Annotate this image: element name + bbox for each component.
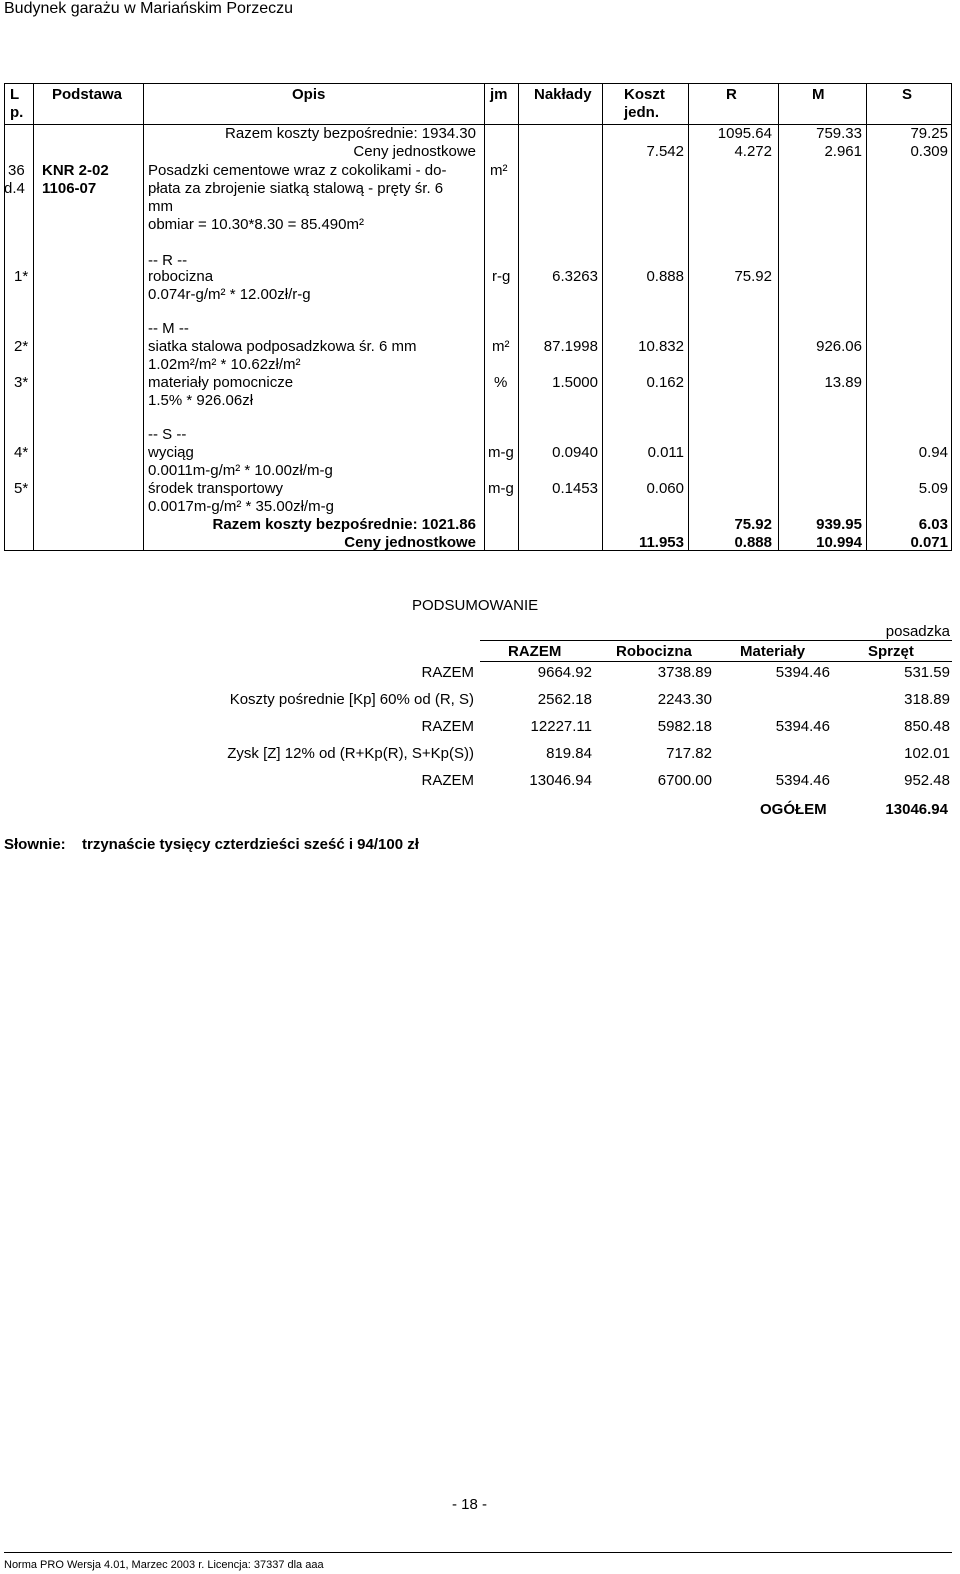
item-name: środek transportowy (148, 480, 284, 497)
prev-razem-r: 1095.64 (717, 125, 772, 142)
summary-row-razem: 9664.92 (537, 664, 592, 681)
item-koszt: 0.888 (646, 268, 684, 285)
summary-row-sprzet: 850.48 (904, 718, 950, 735)
item-naklady: 0.0940 (552, 444, 598, 461)
prev-razem-label: Razem koszty bezpośrednie: 1934.30 (225, 125, 476, 142)
item-name: wyciąg (148, 444, 194, 461)
summary-row-robocizna: 5982.18 (657, 718, 712, 735)
summary-header-top-border (480, 640, 952, 641)
item-name: materiały pomocnicze (148, 374, 294, 391)
summary-row-razem: 819.84 (546, 745, 592, 762)
col-header-lp-line2: p. (10, 104, 24, 121)
col-divider-m (866, 83, 867, 551)
item-formula: 0.0011m-g/m² * 10.00zł/m-g (148, 462, 333, 479)
item-formula: 1.5% * 926.06zł (148, 392, 254, 409)
item-name: siatka stalowa podposadzkowa śr. 6 mm (148, 338, 417, 355)
item-s: 5.09 (918, 480, 948, 497)
ceny-koszt: 11.953 (638, 534, 684, 551)
col-divider-opis (484, 83, 485, 551)
col-header-s: S (902, 86, 913, 103)
ogolem-label: OGÓŁEM (760, 801, 827, 818)
razem-s: 6.03 (918, 516, 948, 533)
prev-ceny-s: 0.309 (910, 143, 948, 160)
col-divider-naklady (602, 83, 603, 551)
col-header-koszt-line2: jedn. (624, 104, 660, 121)
item-jm: m-g (488, 480, 514, 497)
item-name: robocizna (148, 268, 214, 285)
summary-header-sprzet: Sprzęt (868, 643, 914, 660)
section-r-heading: -- R -- (148, 252, 188, 269)
summary-row-label: RAZEM (421, 718, 474, 735)
prev-razem-s: 79.25 (910, 125, 948, 142)
col-header-jm: jm (490, 86, 508, 103)
col-divider-podstawa (143, 83, 144, 551)
summary-row-sprzet: 531.59 (904, 664, 950, 681)
footer-divider (4, 1552, 952, 1553)
position-jm: m² (490, 162, 508, 179)
summary-row-razem: 2562.18 (537, 691, 592, 708)
summary-row-robocizna: 2243.30 (657, 691, 712, 708)
item-m: 13.89 (824, 374, 862, 391)
summary-row-label: Zysk [Z] 12% od (R+Kp(R), S+Kp(S)) (227, 745, 474, 762)
position-obmiar: obmiar = 10.30*8.30 = 85.490m² (148, 216, 364, 233)
summary-row-robocizna: 3738.89 (657, 664, 712, 681)
razem-m: 939.95 (816, 516, 862, 533)
item-naklady: 6.3263 (552, 268, 598, 285)
table-top-border (4, 83, 952, 84)
prev-razem-m: 759.33 (816, 125, 862, 142)
page-number: - 18 - (452, 1496, 488, 1513)
item-koszt: 0.162 (646, 374, 684, 391)
ogolem-value: 13046.94 (885, 801, 948, 818)
position-lp: 36 (8, 162, 25, 179)
col-divider-koszt (688, 83, 689, 551)
summary-row-razem: 12227.11 (530, 718, 592, 735)
summary-row-label: RAZEM (421, 664, 474, 681)
section-m-heading: -- M -- (148, 320, 189, 337)
summary-row-materialy: 5394.46 (775, 718, 830, 735)
razem-r: 75.92 (734, 516, 772, 533)
ceny-m: 10.994 (816, 534, 862, 551)
footer-text: Norma PRO Wersja 4.01, Marzec 2003 r. Licencja: 37337 dla aaa (4, 1559, 324, 1571)
razem-label: Razem koszty bezpośrednie: 1021.86 (212, 516, 476, 533)
col-header-opis: Opis (292, 86, 326, 103)
ceny-r: 0.888 (734, 534, 772, 551)
item-jm: % (494, 374, 508, 391)
item-s: 0.94 (918, 444, 948, 461)
col-header-naklady: Nakłady (534, 86, 592, 103)
summary-header-robocizna: Robocizna (616, 643, 692, 660)
summary-header-razem: RAZEM (508, 643, 562, 660)
item-m: 926.06 (816, 338, 862, 355)
slownie-value: trzynaście tysięcy czterdzieści sześć i 94/100 zł (82, 836, 419, 853)
slownie-label: Słownie: (4, 836, 66, 853)
item-formula: 0.074r-g/m² * 12.00zł/r-g (148, 286, 311, 303)
col-header-m: M (812, 86, 825, 103)
position-description-line3: mm (148, 198, 173, 215)
col-header-r: R (726, 86, 737, 103)
summary-row-materialy: 5394.46 (775, 772, 830, 789)
prev-ceny-koszt: 7.542 (646, 143, 684, 160)
col-divider-lp (33, 83, 34, 551)
section-s-heading: -- S -- (148, 426, 187, 443)
summary-row-sprzet: 318.89 (904, 691, 950, 708)
summary-row-robocizna: 717.82 (666, 745, 712, 762)
summary-title: PODSUMOWANIE (412, 597, 539, 614)
table-right-border (951, 83, 952, 551)
summary-subtitle: posadzka (885, 623, 950, 640)
item-formula: 0.0017m-g/m² * 35.00zł/m-g (148, 498, 334, 515)
col-header-koszt: Koszt (624, 86, 665, 103)
position-podstawa: KNR 2-02 (42, 162, 109, 179)
ceny-label: Ceny jednostkowe (344, 534, 476, 551)
ceny-s: 0.071 (910, 534, 948, 551)
item-jm: r-g (492, 268, 511, 285)
col-divider-r (778, 83, 779, 551)
item-lp: 4* (14, 444, 29, 461)
item-naklady: 0.1453 (552, 480, 598, 497)
item-koszt: 10.832 (638, 338, 684, 355)
summary-row-razem: 13046.94 (529, 772, 592, 789)
item-formula: 1.02m²/m² * 10.62zł/m² (148, 356, 301, 373)
position-lp-line2: d.4 (4, 180, 25, 197)
item-koszt: 0.060 (646, 480, 684, 497)
item-naklady: 87.1998 (543, 338, 598, 355)
summary-row-materialy: 5394.46 (775, 664, 830, 681)
col-header-podstawa: Podstawa (52, 86, 123, 103)
prev-ceny-m: 2.961 (824, 143, 862, 160)
position-description: Posadzki cementowe wraz z cokolikami - do- (148, 162, 447, 179)
prev-ceny-label: Ceny jednostkowe (353, 143, 476, 160)
summary-row-sprzet: 952.48 (904, 772, 950, 789)
document-title: Budynek garażu w Mariańskim Porzeczu (4, 0, 294, 17)
item-jm: m-g (488, 444, 514, 461)
item-koszt: 0.011 (647, 444, 684, 461)
col-divider-jm (518, 83, 519, 551)
table-left-border (4, 83, 5, 551)
summary-row-label: RAZEM (421, 772, 474, 789)
item-jm: m² (492, 338, 510, 355)
position-podstawa-line2: 1106-07 (42, 180, 97, 197)
summary-header-bottom-border (480, 661, 952, 662)
summary-row-sprzet: 102.01 (904, 745, 950, 762)
summary-row-label: Koszty pośrednie [Kp] 60% od (R, S) (229, 691, 474, 708)
summary-header-materialy: Materiały (740, 643, 806, 660)
item-lp: 5* (14, 480, 29, 497)
col-header-lp: L (10, 86, 20, 103)
item-naklady: 1.5000 (552, 374, 598, 391)
item-lp: 3* (14, 374, 29, 391)
item-lp: 2* (14, 338, 29, 355)
item-lp: 1* (14, 268, 29, 285)
summary-row-robocizna: 6700.00 (657, 772, 712, 789)
prev-ceny-r: 4.272 (734, 143, 772, 160)
position-description-line2: płata za zbrojenie siatką stalową - pręty śr. 6 (148, 180, 444, 197)
item-r: 75.92 (734, 268, 772, 285)
